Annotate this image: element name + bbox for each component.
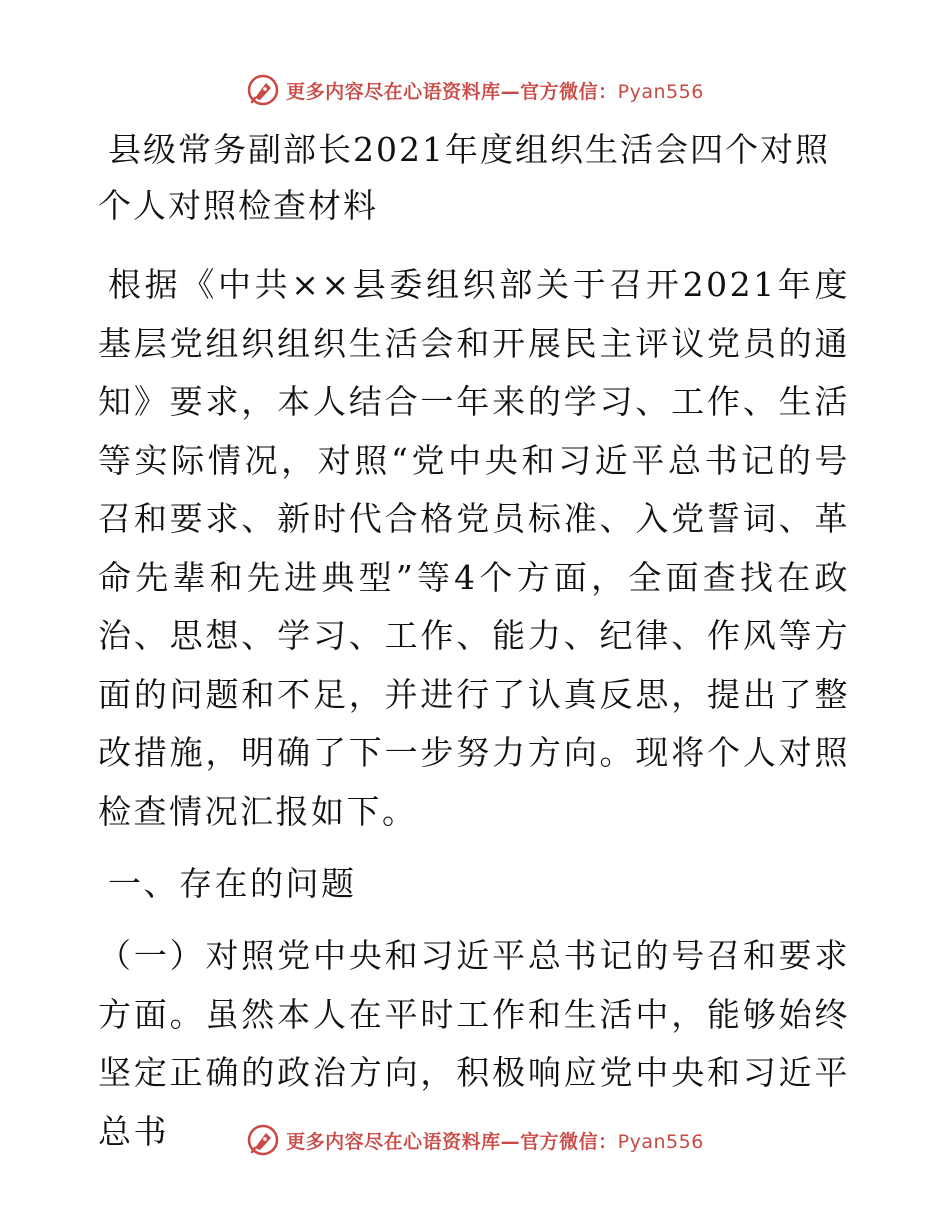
watermark-account: Pyan556	[617, 80, 704, 103]
footer-watermark	[0, 1120, 950, 1160]
document-title: 县级常务副部长2021年度组织生活会四个对照个人对照检查材料	[98, 130, 830, 225]
document-body	[98, 122, 850, 1175]
pen-nib-logo-icon	[246, 73, 280, 107]
section-heading: 一、存在的问题	[108, 864, 357, 903]
watermark-text: 更多内容尽在心语资料库—官方微信：Pyan556	[286, 80, 704, 103]
intro-paragraph: 根据《中共××县委组织部关于召开2021年度基层党组织组织生活会和开展民主评议党员的通知》要求，本人结合一年来的学习、工作、生活等实际情况，对照“党中央和习近平总书记的号召和要求、新时代合格党员标准、入党誓词、革命先辈和先进典型”等4个方面，全面查找在政治、思想、学习、工作、能力、纪律、作风等方面的问题和不足，并进行了认真反思，提出了整改措施，明确了下一步努力方向。现将个人对照检查情况汇报如下。	[98, 265, 850, 831]
sub-section-paragraph: （一）对照党中央和习近平总书记的号召和要求方面。虽然本人在平时工作和生活中，能够始终坚定正确的政治方向，积极响应党中央和习近平总书	[98, 936, 850, 1151]
watermark-text: 更多内容尽在心语资料库—官方微信：Pyan556	[286, 1130, 704, 1153]
pen-nib-logo-icon	[246, 1123, 280, 1157]
watermark-account: Pyan556	[617, 1130, 704, 1153]
header-watermark	[0, 70, 950, 110]
